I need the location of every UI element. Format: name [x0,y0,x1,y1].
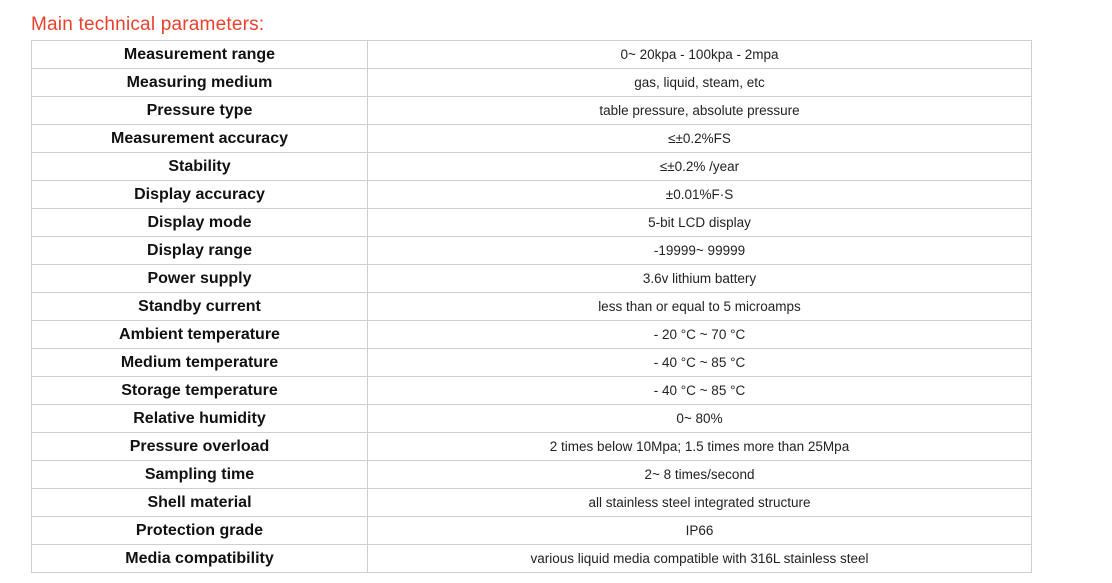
parameter-value: ±0.01%F·S [368,181,1032,209]
parameter-label: Power supply [32,265,368,293]
parameter-value: table pressure, absolute pressure [368,97,1032,125]
parameter-label: Display mode [32,209,368,237]
parameter-value: 5-bit LCD display [368,209,1032,237]
parameter-label: Ambient temperature [32,321,368,349]
parameter-value: - 20 °C ~ 70 °C [368,321,1032,349]
table-row [32,69,1032,97]
table-row [32,125,1032,153]
parameter-label: Medium temperature [32,349,368,377]
section-heading: Main technical parameters: [31,14,265,35]
table-row [32,489,1032,517]
parameter-label: Stability [32,153,368,181]
parameter-value: 2~ 8 times/second [368,461,1032,489]
table-body [32,41,1032,573]
parameter-label: Display accuracy [32,181,368,209]
parameter-label: Measurement range [32,41,368,69]
parameter-label: Display range [32,237,368,265]
table-row [32,97,1032,125]
table-row [32,293,1032,321]
table-row [32,237,1032,265]
parameter-value: IP66 [368,517,1032,545]
parameter-label: Measurement accuracy [32,125,368,153]
parameter-value: gas, liquid, steam, etc [368,69,1032,97]
parameter-value: 0~ 80% [368,405,1032,433]
table-row [32,433,1032,461]
table-row [32,209,1032,237]
parameter-value: - 40 °C ~ 85 °C [368,349,1032,377]
parameter-label: Pressure type [32,97,368,125]
parameter-label: Standby current [32,293,368,321]
table-row [32,461,1032,489]
table-row [32,181,1032,209]
technical-parameters-table [31,40,1032,573]
table-row [32,545,1032,573]
table-row [32,265,1032,293]
table-row [32,321,1032,349]
parameter-value: -19999~ 99999 [368,237,1032,265]
parameter-value: 3.6v lithium battery [368,265,1032,293]
parameter-value: various liquid media compatible with 316L stainless steel [368,545,1032,573]
table-row [32,153,1032,181]
parameter-value: - 40 °C ~ 85 °C [368,377,1032,405]
table-row [32,377,1032,405]
parameter-label: Media compatibility [32,545,368,573]
parameter-value: ≤±0.2%FS [368,125,1032,153]
table-row [32,349,1032,377]
parameter-label: Shell material [32,489,368,517]
parameter-label: Measuring medium [32,69,368,97]
parameter-value: ≤±0.2% /year [368,153,1032,181]
parameter-value: all stainless steel integrated structure [368,489,1032,517]
table-row [32,517,1032,545]
parameter-value: less than or equal to 5 microamps [368,293,1032,321]
parameter-label: Sampling time [32,461,368,489]
table-row [32,41,1032,69]
parameter-label: Pressure overload [32,433,368,461]
parameter-label: Relative humidity [32,405,368,433]
parameter-value: 2 times below 10Mpa; 1.5 times more than 25Mpa [368,433,1032,461]
parameter-value: 0~ 20kpa - 100kpa - 2mpa [368,41,1032,69]
parameter-label: Protection grade [32,517,368,545]
table-row [32,405,1032,433]
parameter-label: Storage temperature [32,377,368,405]
